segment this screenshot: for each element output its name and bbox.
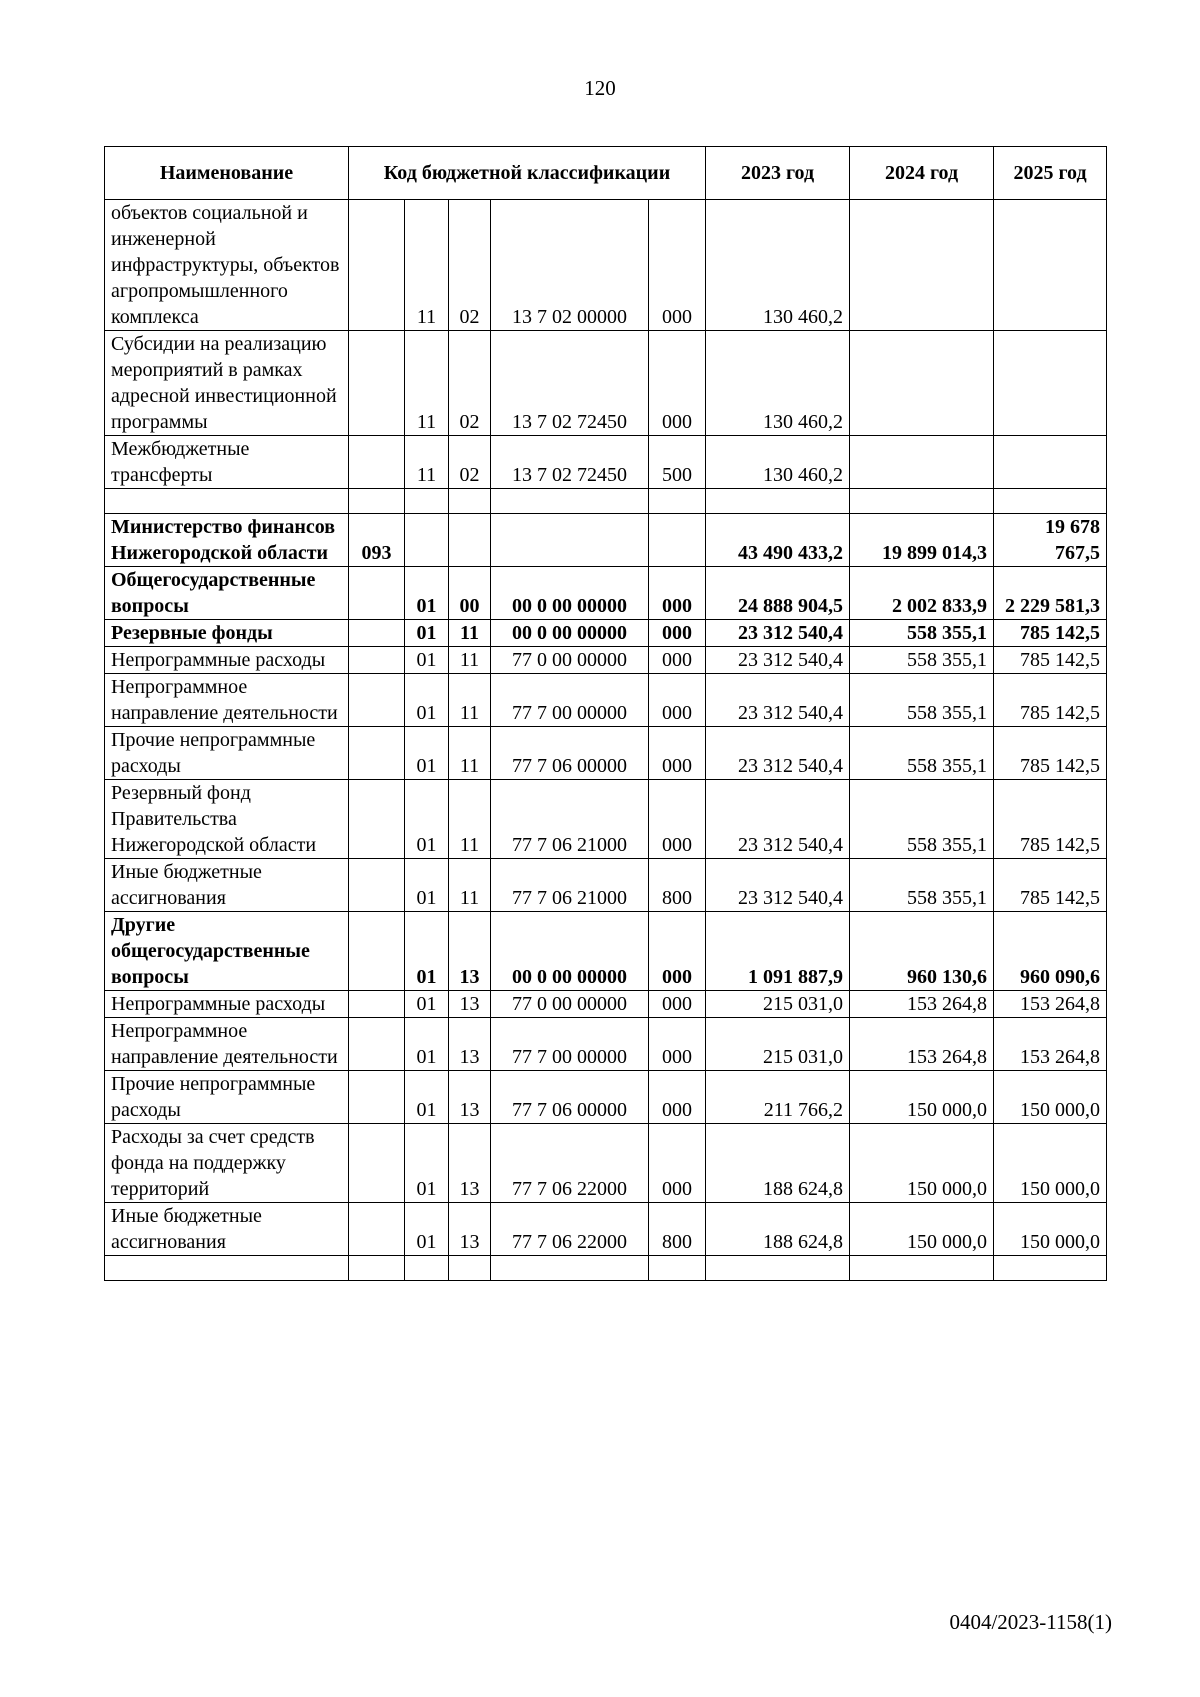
cell-department-code xyxy=(349,567,405,620)
cell-2023: 23 312 540,4 xyxy=(706,727,850,780)
cell-section-code: 11 xyxy=(405,331,449,436)
cell-section-code: 01 xyxy=(405,674,449,727)
table-row xyxy=(105,647,1107,674)
cell-2024: 19 899 014,3 xyxy=(850,514,994,567)
table-row xyxy=(105,620,1107,647)
page-number: 120 xyxy=(584,76,616,100)
cell-name: Министерство финансов Нижегородской области xyxy=(105,514,349,567)
table-row xyxy=(105,436,1107,489)
cell-2025 xyxy=(994,200,1107,331)
cell-department-code: 093 xyxy=(349,514,405,567)
cell-subsection-code: 02 xyxy=(449,436,491,489)
cell-2023: 130 460,2 xyxy=(706,436,850,489)
cell-2024: 2 002 833,9 xyxy=(850,567,994,620)
cell-2025: 150 000,0 xyxy=(994,1071,1107,1124)
table-row xyxy=(105,567,1107,620)
cell-2023: 130 460,2 xyxy=(706,200,850,331)
cell-expense-type xyxy=(649,514,706,567)
cell-subsection-code: 11 xyxy=(449,620,491,647)
cell-2024: 558 355,1 xyxy=(850,780,994,859)
spacer-cell xyxy=(405,489,449,514)
cell-department-code xyxy=(349,780,405,859)
cell-target-article: 13 7 02 00000 xyxy=(491,200,649,331)
cell-subsection-code: 11 xyxy=(449,780,491,859)
cell-department-code xyxy=(349,859,405,912)
cell-name: Прочие непрограммные расходы xyxy=(105,1071,349,1124)
cell-2024: 960 130,6 xyxy=(850,912,994,991)
cell-section-code: 01 xyxy=(405,1124,449,1203)
cell-name: Другие общегосударственные вопросы xyxy=(105,912,349,991)
table-row xyxy=(105,514,1107,567)
cell-expense-type: 000 xyxy=(649,780,706,859)
cell-2025: 150 000,0 xyxy=(994,1203,1107,1256)
table-row xyxy=(105,674,1107,727)
cell-section-code: 01 xyxy=(405,859,449,912)
cell-subsection-code: 11 xyxy=(449,647,491,674)
cell-target-article: 00 0 00 00000 xyxy=(491,620,649,647)
cell-expense-type: 000 xyxy=(649,200,706,331)
cell-2024: 558 355,1 xyxy=(850,859,994,912)
cell-2024: 558 355,1 xyxy=(850,674,994,727)
spacer-cell xyxy=(491,489,649,514)
cell-2025 xyxy=(994,436,1107,489)
cell-subsection-code: 13 xyxy=(449,1203,491,1256)
cell-target-article: 77 7 00 00000 xyxy=(491,1018,649,1071)
cell-department-code xyxy=(349,620,405,647)
cell-section-code xyxy=(405,514,449,567)
header-2025: 2025 год xyxy=(994,147,1107,200)
cell-target-article: 77 7 06 00000 xyxy=(491,1071,649,1124)
cell-name: Непрограммное направление деятельности xyxy=(105,674,349,727)
table-row xyxy=(105,859,1107,912)
cell-section-code: 01 xyxy=(405,1071,449,1124)
cell-2025: 785 142,5 xyxy=(994,620,1107,647)
cell-expense-type: 000 xyxy=(649,567,706,620)
cell-expense-type: 000 xyxy=(649,1071,706,1124)
cell-expense-type: 000 xyxy=(649,1018,706,1071)
cell-department-code xyxy=(349,727,405,780)
cell-subsection-code xyxy=(449,514,491,567)
cell-2024: 150 000,0 xyxy=(850,1124,994,1203)
cell-subsection-code: 11 xyxy=(449,859,491,912)
spacer-row xyxy=(105,489,1107,514)
budget-table xyxy=(104,146,1107,1281)
cell-expense-type: 800 xyxy=(649,1203,706,1256)
cell-expense-type: 800 xyxy=(649,859,706,912)
cell-2025: 19 678 767,5 xyxy=(994,514,1107,567)
cell-target-article: 77 0 00 00000 xyxy=(491,991,649,1018)
cell-2024: 558 355,1 xyxy=(850,727,994,780)
cell-expense-type: 000 xyxy=(649,991,706,1018)
header-2023: 2023 год xyxy=(706,147,850,200)
cell-name: Резервные фонды xyxy=(105,620,349,647)
cell-2025: 153 264,8 xyxy=(994,991,1107,1018)
cell-2023: 43 490 433,2 xyxy=(706,514,850,567)
table-row xyxy=(105,1203,1107,1256)
cell-subsection-code: 13 xyxy=(449,1071,491,1124)
cell-target-article: 77 7 06 22000 xyxy=(491,1203,649,1256)
cell-target-article: 13 7 02 72450 xyxy=(491,331,649,436)
spacer-cell xyxy=(349,1256,405,1281)
cell-2025 xyxy=(994,331,1107,436)
table-header-row xyxy=(105,147,1107,200)
cell-target-article: 00 0 00 00000 xyxy=(491,912,649,991)
cell-subsection-code: 11 xyxy=(449,674,491,727)
spacer-cell xyxy=(105,489,349,514)
cell-2025: 960 090,6 xyxy=(994,912,1107,991)
cell-subsection-code: 02 xyxy=(449,200,491,331)
spacer-cell xyxy=(105,1256,349,1281)
header-code: Код бюджетной классификации xyxy=(349,147,706,200)
table-row xyxy=(105,1071,1107,1124)
cell-2023: 215 031,0 xyxy=(706,991,850,1018)
cell-2025: 785 142,5 xyxy=(994,780,1107,859)
cell-name: Непрограммное направление деятельности xyxy=(105,1018,349,1071)
cell-2024: 558 355,1 xyxy=(850,620,994,647)
cell-subsection-code: 13 xyxy=(449,991,491,1018)
cell-section-code: 01 xyxy=(405,620,449,647)
spacer-cell xyxy=(994,489,1107,514)
table-row xyxy=(105,200,1107,331)
table-row xyxy=(105,912,1107,991)
cell-2023: 188 624,8 xyxy=(706,1124,850,1203)
cell-subsection-code: 02 xyxy=(449,331,491,436)
cell-name: Расходы за счет средств фонда на поддержку территорий xyxy=(105,1124,349,1203)
spacer-row xyxy=(105,1256,1107,1281)
cell-expense-type: 500 xyxy=(649,436,706,489)
cell-2023: 130 460,2 xyxy=(706,331,850,436)
cell-2023: 23 312 540,4 xyxy=(706,674,850,727)
cell-department-code xyxy=(349,647,405,674)
cell-2023: 24 888 904,5 xyxy=(706,567,850,620)
table-row xyxy=(105,727,1107,780)
cell-2025: 785 142,5 xyxy=(994,859,1107,912)
cell-name: Общегосударственные вопросы xyxy=(105,567,349,620)
cell-target-article: 13 7 02 72450 xyxy=(491,436,649,489)
spacer-cell xyxy=(850,489,994,514)
cell-department-code xyxy=(349,331,405,436)
table-body xyxy=(105,200,1107,1281)
cell-name: Резервный фонд Правительства Нижегородской области xyxy=(105,780,349,859)
cell-2023: 211 766,2 xyxy=(706,1071,850,1124)
cell-name: Межбюджетные трансферты xyxy=(105,436,349,489)
cell-target-article: 77 0 00 00000 xyxy=(491,647,649,674)
cell-expense-type: 000 xyxy=(649,912,706,991)
cell-department-code xyxy=(349,912,405,991)
cell-2024: 150 000,0 xyxy=(850,1071,994,1124)
cell-section-code: 11 xyxy=(405,436,449,489)
header-name: Наименование xyxy=(105,147,349,200)
spacer-cell xyxy=(706,1256,850,1281)
cell-target-article: 77 7 06 21000 xyxy=(491,780,649,859)
cell-target-article: 77 7 06 21000 xyxy=(491,859,649,912)
cell-subsection-code: 11 xyxy=(449,727,491,780)
cell-department-code xyxy=(349,1071,405,1124)
cell-expense-type: 000 xyxy=(649,620,706,647)
cell-subsection-code: 13 xyxy=(449,1018,491,1071)
table-row xyxy=(105,991,1107,1018)
cell-department-code xyxy=(349,1018,405,1071)
header-2024: 2024 год xyxy=(850,147,994,200)
cell-2023: 23 312 540,4 xyxy=(706,647,850,674)
table-row xyxy=(105,1018,1107,1071)
cell-target-article: 77 7 06 00000 xyxy=(491,727,649,780)
cell-name: Иные бюджетные ассигнования xyxy=(105,859,349,912)
spacer-cell xyxy=(850,1256,994,1281)
cell-2024: 558 355,1 xyxy=(850,647,994,674)
cell-subsection-code: 00 xyxy=(449,567,491,620)
cell-section-code: 01 xyxy=(405,567,449,620)
table-row xyxy=(105,780,1107,859)
document-code: 0404/2023-1158(1) xyxy=(949,1610,1112,1634)
cell-2025: 153 264,8 xyxy=(994,1018,1107,1071)
spacer-cell xyxy=(994,1256,1107,1281)
spacer-cell xyxy=(649,1256,706,1281)
cell-section-code: 11 xyxy=(405,200,449,331)
cell-2024: 150 000,0 xyxy=(850,1203,994,1256)
cell-section-code: 01 xyxy=(405,991,449,1018)
cell-department-code xyxy=(349,436,405,489)
cell-section-code: 01 xyxy=(405,780,449,859)
cell-2025: 785 142,5 xyxy=(994,727,1107,780)
spacer-cell xyxy=(649,489,706,514)
cell-expense-type: 000 xyxy=(649,331,706,436)
cell-expense-type: 000 xyxy=(649,647,706,674)
cell-subsection-code: 13 xyxy=(449,912,491,991)
cell-2023: 23 312 540,4 xyxy=(706,620,850,647)
cell-2025: 150 000,0 xyxy=(994,1124,1107,1203)
table-row xyxy=(105,331,1107,436)
cell-section-code: 01 xyxy=(405,647,449,674)
cell-name: Непрограммные расходы xyxy=(105,647,349,674)
cell-department-code xyxy=(349,1203,405,1256)
spacer-cell xyxy=(405,1256,449,1281)
spacer-cell xyxy=(491,1256,649,1281)
cell-2025: 785 142,5 xyxy=(994,674,1107,727)
cell-section-code: 01 xyxy=(405,912,449,991)
cell-department-code xyxy=(349,200,405,331)
cell-section-code: 01 xyxy=(405,1203,449,1256)
cell-expense-type: 000 xyxy=(649,1124,706,1203)
cell-2023: 23 312 540,4 xyxy=(706,859,850,912)
cell-2023: 23 312 540,4 xyxy=(706,780,850,859)
cell-name: Субсидии на реализацию мероприятий в рамках адресной инвестиционной программы xyxy=(105,331,349,436)
cell-expense-type: 000 xyxy=(649,727,706,780)
cell-name: Непрограммные расходы xyxy=(105,991,349,1018)
cell-department-code xyxy=(349,1124,405,1203)
cell-name: Иные бюджетные ассигнования xyxy=(105,1203,349,1256)
spacer-cell xyxy=(349,489,405,514)
cell-2024: 153 264,8 xyxy=(850,991,994,1018)
cell-department-code xyxy=(349,991,405,1018)
cell-2023: 1 091 887,9 xyxy=(706,912,850,991)
cell-2024 xyxy=(850,331,994,436)
cell-section-code: 01 xyxy=(405,1018,449,1071)
cell-target-article xyxy=(491,514,649,567)
cell-name: объектов социальной и инженерной инфраструктуры, объектов агропромышленного комплекса xyxy=(105,200,349,331)
cell-2024: 153 264,8 xyxy=(850,1018,994,1071)
cell-2023: 215 031,0 xyxy=(706,1018,850,1071)
cell-target-article: 77 7 00 00000 xyxy=(491,674,649,727)
cell-2024 xyxy=(850,436,994,489)
spacer-cell xyxy=(449,1256,491,1281)
cell-target-article: 77 7 06 22000 xyxy=(491,1124,649,1203)
table-row xyxy=(105,1124,1107,1203)
cell-section-code: 01 xyxy=(405,727,449,780)
cell-name: Прочие непрограммные расходы xyxy=(105,727,349,780)
cell-2023: 188 624,8 xyxy=(706,1203,850,1256)
cell-target-article: 00 0 00 00000 xyxy=(491,567,649,620)
spacer-cell xyxy=(706,489,850,514)
spacer-cell xyxy=(449,489,491,514)
cell-department-code xyxy=(349,674,405,727)
cell-subsection-code: 13 xyxy=(449,1124,491,1203)
cell-2024 xyxy=(850,200,994,331)
cell-2025: 2 229 581,3 xyxy=(994,567,1107,620)
cell-2025: 785 142,5 xyxy=(994,647,1107,674)
cell-expense-type: 000 xyxy=(649,674,706,727)
